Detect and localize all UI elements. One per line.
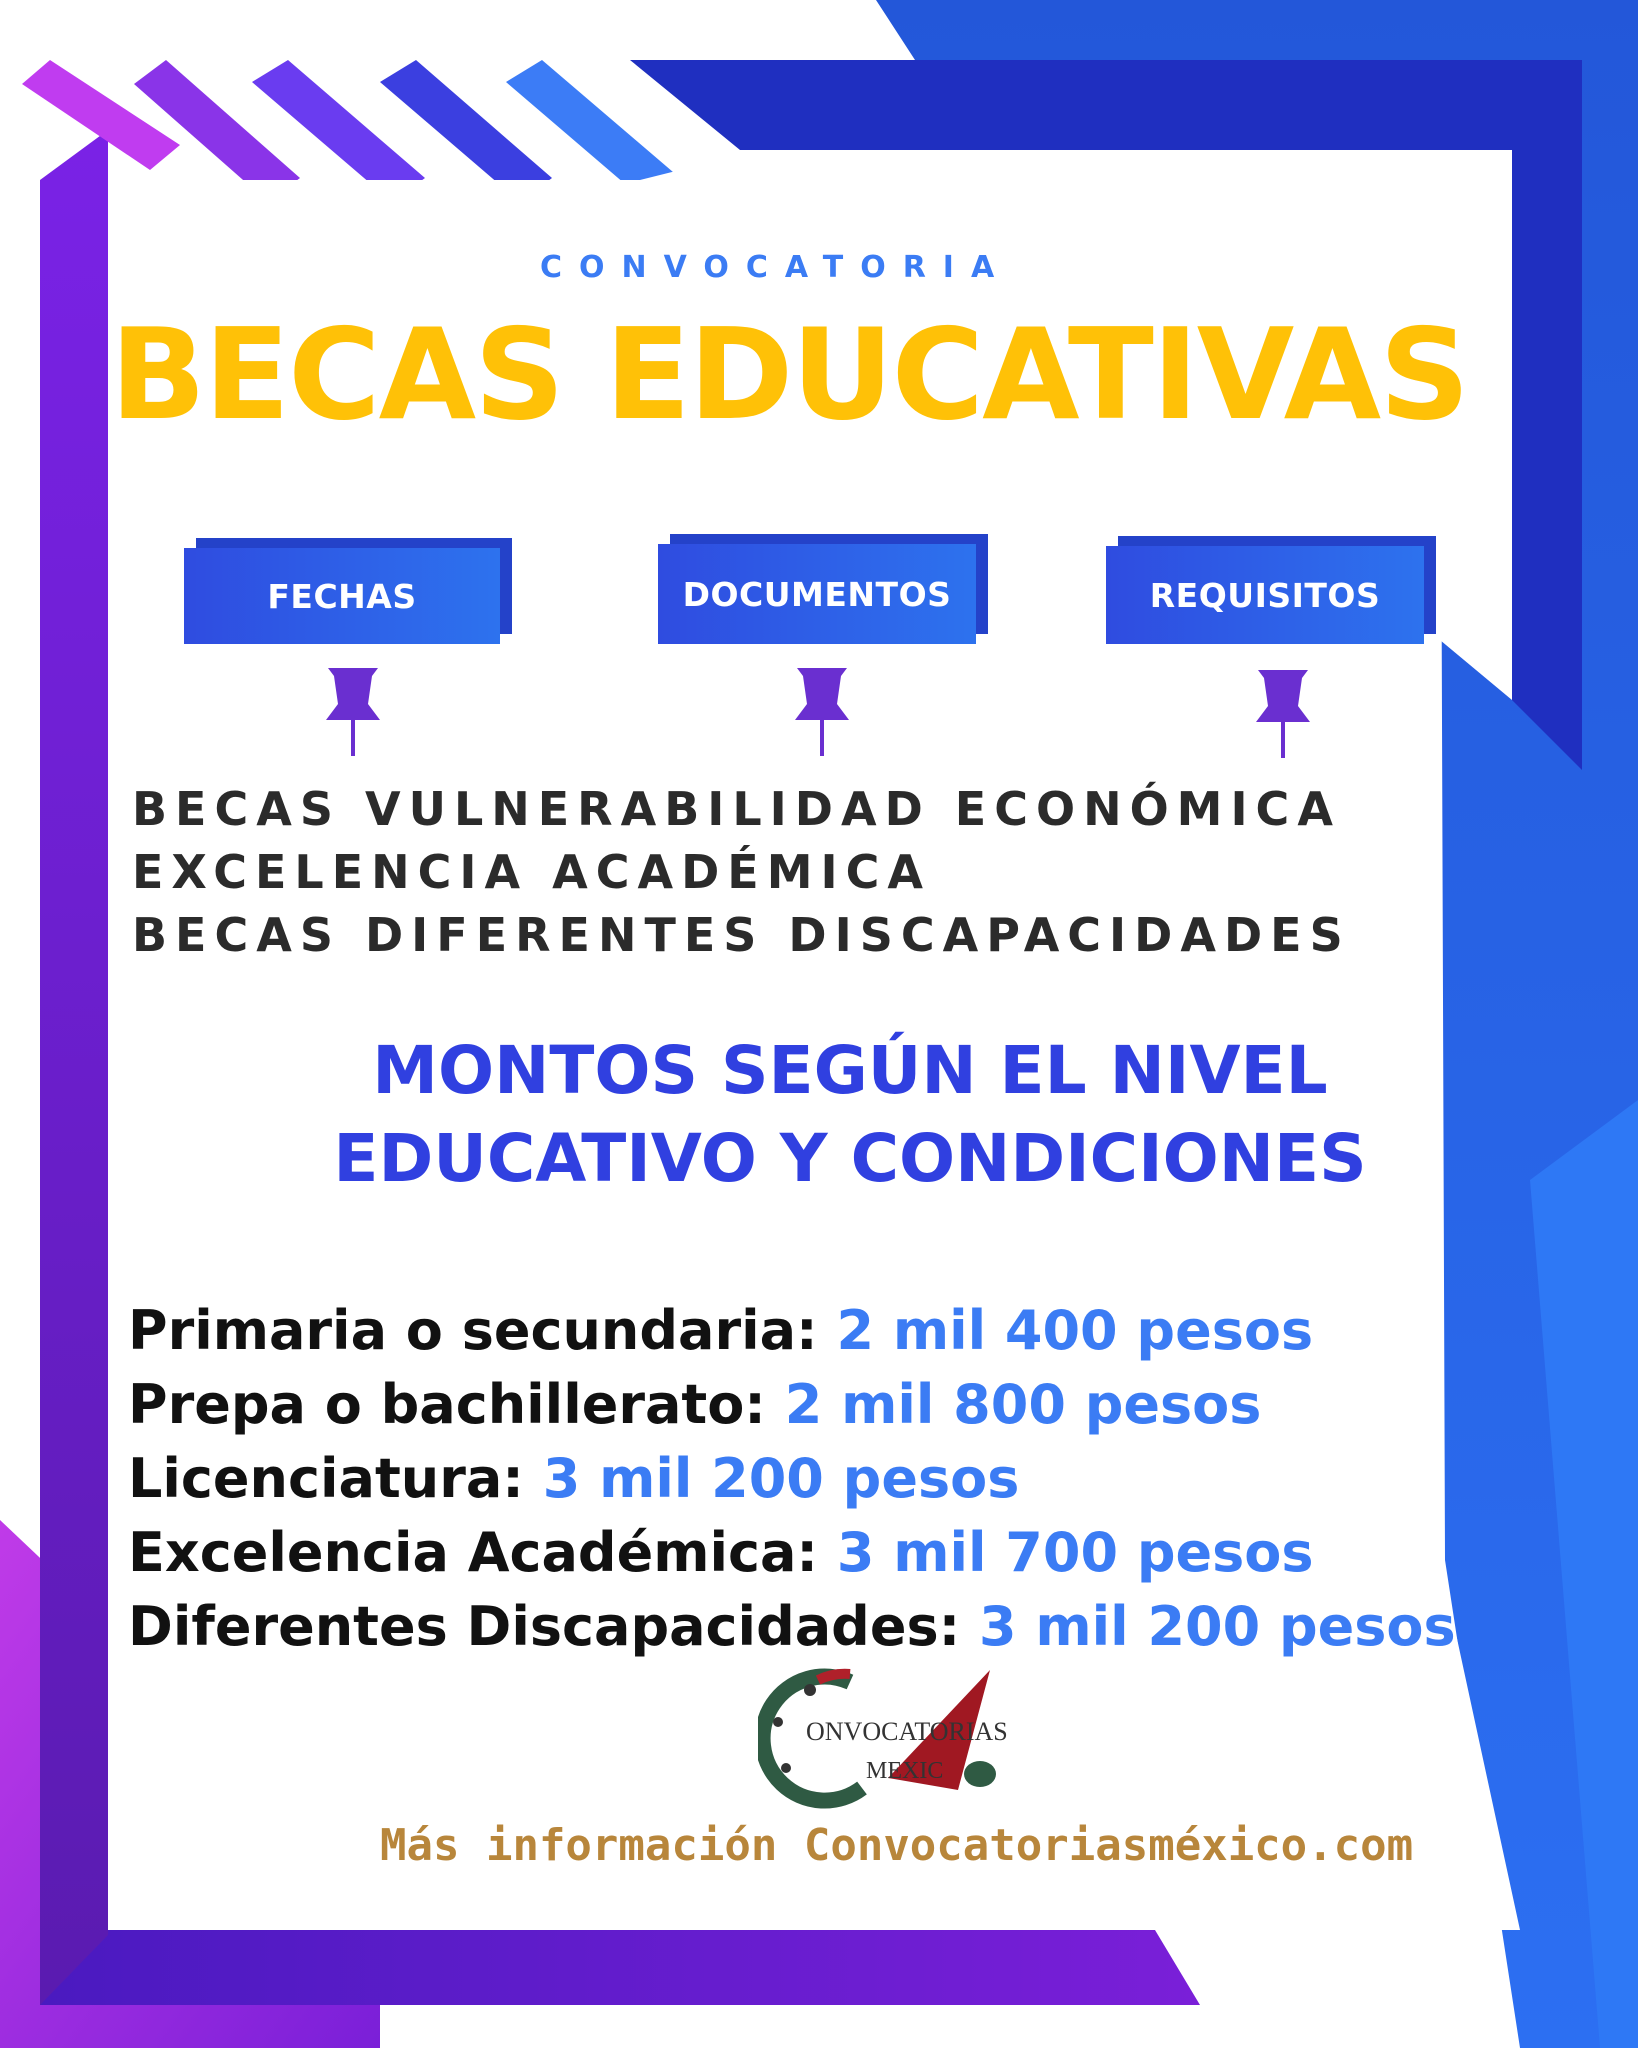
category-line: BECAS DIFERENTES DISCAPACIDADES — [132, 908, 1351, 962]
tab-documentos-label: DOCUMENTOS — [682, 574, 952, 614]
amount-label: Prepa o bachillerato: — [128, 1373, 766, 1436]
montos-heading-line-1: MONTOS SEGÚN EL NIVEL — [372, 1032, 1328, 1109]
category-line: BECAS VULNERABILIDAD ECONÓMICA — [132, 782, 1341, 836]
category-line: EXCELENCIA ACADÉMICA — [132, 845, 931, 899]
amount-row — [128, 1592, 1456, 1662]
tab-requisitos-label: REQUISITOS — [1149, 575, 1381, 615]
amount-label: Excelencia Académica: — [128, 1521, 819, 1584]
tab-documentos[interactable] — [658, 544, 976, 644]
tab-fechas[interactable] — [184, 548, 500, 644]
amount-row — [128, 1518, 1313, 1588]
logo-text-line-2: MEXIC — [866, 1758, 944, 1784]
amount-value: 2 mil 800 pesos — [784, 1373, 1262, 1436]
amount-value: 2 mil 400 pesos — [836, 1299, 1314, 1362]
montos-heading-line-2: EDUCATIVO Y CONDICIONES — [333, 1120, 1367, 1197]
logo-text-line-1: ONVOCATORIAS — [806, 1717, 1008, 1746]
amount-row — [128, 1444, 1019, 1514]
amount-label: Licenciatura: — [128, 1447, 524, 1510]
footer-more-info: Más información Convocatoriasméxico.com — [380, 1820, 1414, 1871]
amount-label: Diferentes Discapacidades: — [128, 1595, 961, 1658]
kicker-text: CONVOCATORIA — [540, 250, 1012, 285]
page-title: BECAS EDUCATIVAS — [110, 301, 1468, 448]
amount-value: 3 mil 200 pesos — [542, 1447, 1020, 1510]
convocatorias-mexico-logo — [758, 1660, 1018, 1810]
pushpin-icon — [1248, 664, 1318, 764]
pushpin-icon — [318, 662, 388, 762]
amount-row — [128, 1370, 1261, 1440]
tab-fechas-label: FECHAS — [267, 576, 417, 616]
amount-value: 3 mil 200 pesos — [979, 1595, 1456, 1658]
pushpin-icon — [787, 662, 857, 762]
amount-row — [128, 1296, 1313, 1366]
tab-requisitos[interactable] — [1106, 546, 1424, 644]
amount-label: Primaria o secundaria: — [128, 1299, 818, 1362]
amount-value: 3 mil 700 pesos — [836, 1521, 1314, 1584]
